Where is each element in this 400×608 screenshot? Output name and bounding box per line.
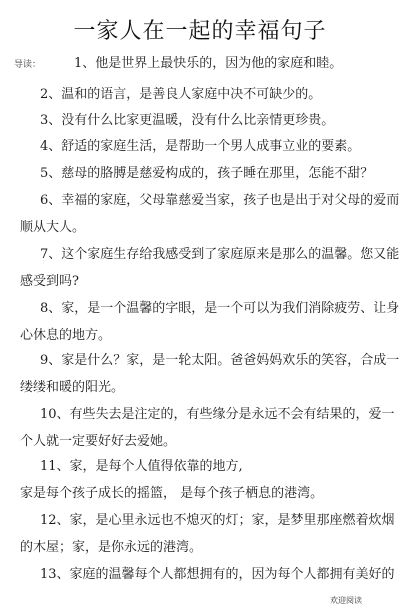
paragraph-line: 8、家，是一个温馨的字眼，是一个可以为我们消除疲劳、让身 — [40, 301, 400, 316]
paragraph-line: 13、家庭的温馨每个人都想拥有的，因为每个人都拥有美好的 — [40, 567, 395, 582]
page-title: 一家人在一起的幸福句子 — [73, 19, 327, 44]
paragraph-line: 5、慈母的胳膊是慈爱构成的，孩子睡在那里，怎能不甜？ — [40, 166, 374, 181]
guide-label: 导读： — [14, 60, 42, 70]
paragraph-line: 心休息的地方。 — [20, 328, 112, 343]
paragraph-line: 7、这个家庭生存给我感受到了家庭原来是那么的温馨。您又能 — [40, 247, 400, 262]
paragraph-line: 9、家是什么？家，是一轮太阳。爸爸妈妈欢乐的笑容，合成一 — [40, 353, 400, 368]
paragraph-line: 个人就一定要好好去爱她。 — [20, 434, 177, 449]
paragraph-line: 3、没有什么比家更温暖，没有什么比亲情更珍贵。 — [40, 113, 335, 128]
paragraph-line: 11、家，是每个人值得依靠的地方, — [40, 459, 243, 474]
paragraph-line: 10、有些失去是注定的，有些缘分是永远不会有结果的，爱一 — [40, 407, 395, 422]
paragraph-line: 家是每个孩子成长的摇篮， 是每个孩子栖息的港湾。 — [20, 486, 324, 501]
footer-label: 欢迎阅读 — [330, 596, 362, 605]
paragraph-line: 缕缕和暖的阳光。 — [20, 380, 125, 395]
paragraph-line: 4、舒适的家庭生活，是帮助一个男人成事立业的要素。 — [40, 139, 361, 154]
paragraph-line: 顺从大人。 — [20, 220, 86, 235]
paragraph-line: 12、家，是心里永远也不熄灭的灯；家，是梦里那座燃着炊烟 — [40, 513, 395, 528]
paragraph-line: 6、幸福的家庭，父母靠慈爱当家，孩子也是出于对父母的爱而 — [40, 193, 400, 208]
paragraph-line: 感受到吗? — [20, 274, 79, 289]
paragraph-line: 2、温和的语言，是善良人家庭中决不可缺少的。 — [40, 87, 322, 102]
paragraph-line: 1、他是世界上最快乐的，因为他的家庭和睦。 — [74, 56, 343, 71]
paragraph-line: 的木屋；家，是你永远的港湾。 — [20, 540, 203, 555]
